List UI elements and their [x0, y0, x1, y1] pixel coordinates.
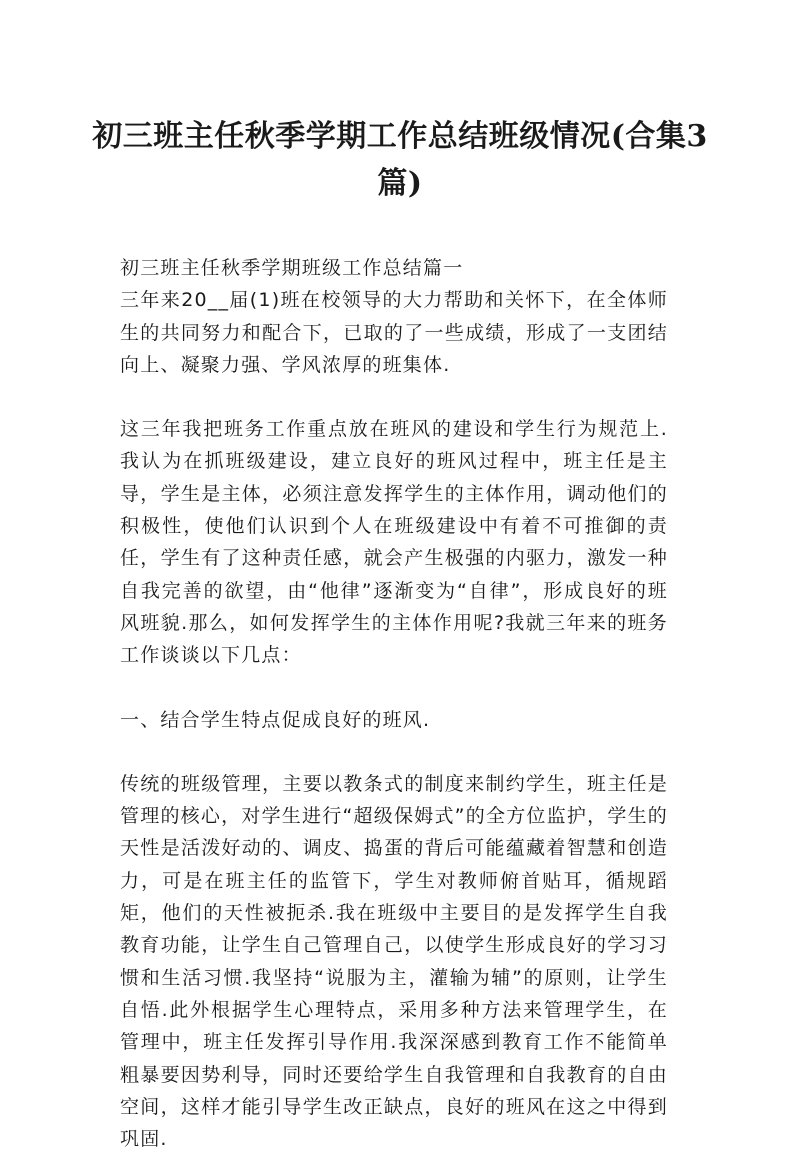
document-body — [120, 252, 668, 1155]
subheading-one: 一、结合学生特点促成良好的班风. — [120, 708, 431, 731]
paragraph-traditional-management: 传统的班级管理，主要以教条式的制度来制约学生，班主任是管理的核心，对学生进行“超级保姆式”的全方位监护，学生的天性是活泼好动的、调皮、捣蛋的背后可能蕴藏着智慧和创造力，可是在班主任的监管下，学生对教师俯首贴耳，循规蹈矩，他们的天性被扼杀.我在班级中主要目的是发挥学生自我教育功能，让学生自己管理自己，以使学生形成良好的学习习惯和生活习惯.我坚持“说服为主，灌输为辅”的原则，让学生自悟.此外根据学生心理特点，采用多种方法来管理学生，在管理中，班主任发挥引导作用.我深深感到教育工作不能简单粗暴要因势利导，同时还要给学生自我管理和自我教育的自由空间，这样才能引导学生改正缺点，良好的班风在这之中得到巩固. — [120, 772, 668, 1151]
document-title: 初三班主任秋季学期工作总结班级情况(合集3篇) — [92, 119, 708, 201]
paragraph-class-style: 这三年我把班务工作重点放在班风的建设和学生行为规范上.我认为在抓班级建设，建立良好的班风过程中，班主任是主导，学生是主体，必须注意发挥学生的主体作用，调动他们的积极性，使他们认识到个人在班级建设中有着不可推御的责任，学生有了这种责任感，就会产生极强的内驱力，激发一种自我完善的欲望，由“他律”逐渐变为“自律”，形成良好的班风班貌.那么，如何发挥学生的主体作用呢?我就三年来的班务工作谈谈以下几点： — [120, 418, 668, 667]
section-heading: 初三班主任秋季学期班级工作总结篇一 — [120, 257, 464, 279]
paragraph-intro: 三年来20__届(1)班在校领导的大力帮助和关怀下，在全体师生的共同努力和配合下，已取的了一些成绩，形成了一支团结向上、凝聚力强、学风浓厚的班集体. — [120, 289, 668, 376]
